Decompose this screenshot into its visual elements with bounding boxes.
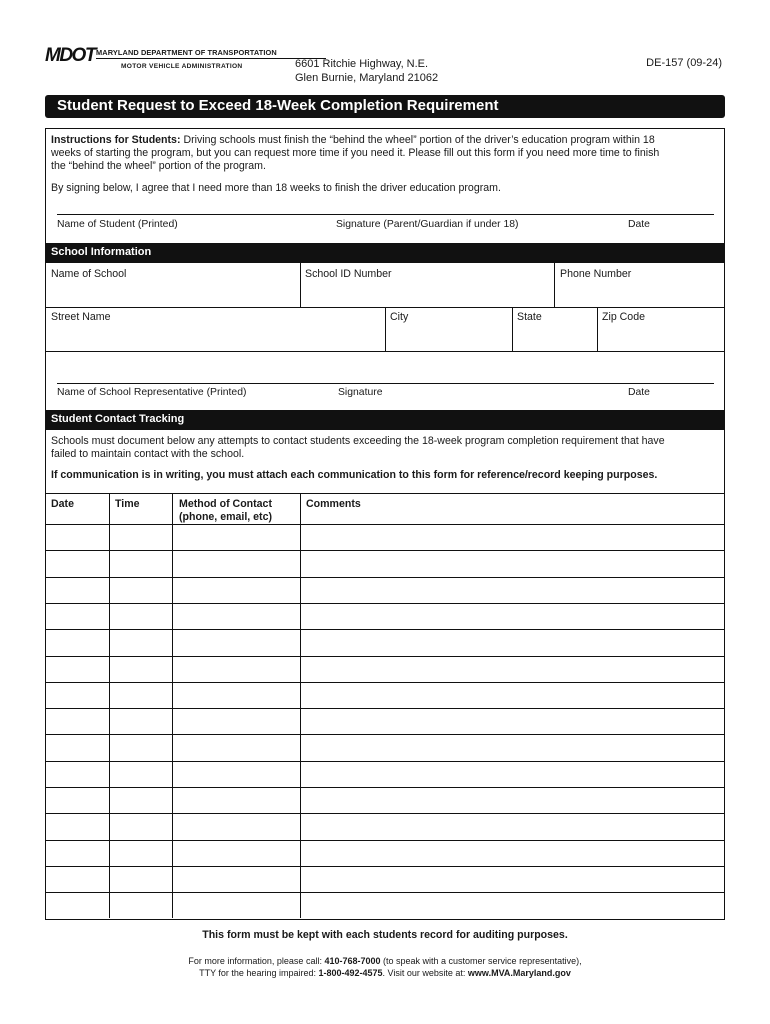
student-name-label: Name of Student (Printed): [57, 219, 178, 230]
table-row[interactable]: [45, 734, 725, 735]
state-divider: [512, 307, 513, 351]
table-row[interactable]: [45, 892, 725, 893]
contact-info: [0, 955, 770, 979]
col-comments-header: Comments: [306, 498, 361, 510]
method-header-title: Method of Contact: [179, 498, 272, 510]
tty-number: 1-800-492-4575: [318, 968, 383, 978]
agency-address: [295, 57, 438, 85]
instructions-line-2: weeks of starting the program, but you can request more time if you need it. Please fill out this form if you need more time to finish: [51, 147, 660, 159]
table-row[interactable]: [45, 866, 725, 867]
table-row[interactable]: [45, 524, 725, 525]
tracking-table-top: [45, 493, 725, 494]
col-method-header: [179, 498, 272, 524]
city-label: City: [390, 311, 409, 323]
address-row-divider: [45, 351, 725, 352]
instructions-lead: Instructions for Students:: [51, 134, 181, 146]
school-rep-name-label: Name of School Representative (Printed): [57, 387, 247, 398]
method-column-divider: [300, 493, 301, 918]
attach-communication-note: If communication is in writing, you must attach each communication to this form for reference/record keeping purposes.: [51, 469, 658, 481]
school-info-header: [45, 243, 725, 263]
website-prefix: . Visit our website at:: [382, 968, 468, 978]
contact-note-line-2: failed to maintain contact with the school.: [51, 448, 245, 460]
form-title: Student Request to Exceed 18-Week Completion Requirement: [57, 97, 499, 114]
contact-tracking-header: [45, 410, 725, 430]
street-name-label: Street Name: [51, 311, 111, 323]
method-header-sub: (phone, email, etc): [179, 511, 273, 523]
school-id-divider: [300, 263, 301, 307]
instructions: [51, 134, 721, 173]
student-signature-label: Signature (Parent/Guardian if under 18): [336, 219, 519, 230]
phone-number: 410-768-7000: [324, 956, 381, 966]
table-row[interactable]: [45, 813, 725, 814]
state-label: State: [517, 311, 542, 323]
student-signature-line[interactable]: [57, 214, 714, 215]
administration-name: MOTOR VEHICLE ADMINISTRATION: [121, 63, 243, 70]
info-suffix: (to speak with a customer service representative),: [380, 956, 582, 966]
school-rep-signature-label: Signature: [338, 387, 383, 398]
col-date-header: Date: [51, 498, 74, 510]
logo-divider: [96, 58, 326, 59]
audit-note: This form must be kept with each students record for auditing purposes.: [202, 929, 568, 941]
city-divider: [385, 307, 386, 351]
agreement-statement: By signing below, I agree that I need more than 18 weeks to finish the driver education program.: [51, 182, 501, 194]
form-title-bar: [45, 95, 725, 118]
date-column-divider: [109, 493, 110, 918]
table-row[interactable]: [45, 682, 725, 683]
form-number: DE-157 (09-24): [646, 57, 722, 69]
phone-divider: [554, 263, 555, 307]
table-row[interactable]: [45, 629, 725, 630]
time-column-divider: [172, 493, 173, 918]
col-time-header: Time: [115, 498, 140, 510]
table-row[interactable]: [45, 708, 725, 709]
contact-tracking-note: [51, 435, 721, 461]
address-line-2: Glen Burnie, Maryland 21062: [295, 72, 439, 84]
table-row[interactable]: [45, 761, 725, 762]
table-row[interactable]: [45, 603, 725, 604]
instructions-line-3: the “behind the wheel” portion of the program.: [51, 160, 266, 172]
phone-number-label: Phone Number: [560, 268, 632, 280]
school-id-label: School ID Number: [305, 268, 392, 280]
school-name-label: Name of School: [51, 268, 127, 280]
instructions-line-1: Driving schools must finish the “behind the wheel” portion of the driver’s education program within 18: [183, 134, 655, 146]
table-row[interactable]: [45, 787, 725, 788]
contact-tracking-heading: Student Contact Tracking: [51, 413, 185, 425]
zip-code-label: Zip Code: [602, 311, 645, 323]
table-row[interactable]: [45, 656, 725, 657]
website-link[interactable]: www.MVA.Maryland.gov: [467, 968, 571, 978]
table-row[interactable]: [45, 577, 725, 578]
school-rep-signature-line[interactable]: [57, 383, 714, 384]
info-prefix: For more information, please call:: [188, 956, 325, 966]
school-info-heading: School Information: [51, 246, 152, 258]
address-line-1: 6601 Ritchie Highway, N.E.: [295, 58, 429, 70]
mdot-logo: [45, 45, 285, 75]
school-rep-date-label: Date: [628, 387, 650, 398]
table-row[interactable]: [45, 550, 725, 551]
student-date-label: Date: [628, 219, 650, 230]
zip-divider: [597, 307, 598, 351]
department-name: MARYLAND DEPARTMENT OF TRANSPORTATION: [96, 48, 277, 57]
logo-mark: MDOT: [45, 45, 95, 66]
tty-prefix: TTY for the hearing impaired:: [199, 968, 319, 978]
table-row[interactable]: [45, 840, 725, 841]
contact-note-line-1: Schools must document below any attempts to contact students exceeding the 18-week program completion requirement that have: [51, 435, 665, 447]
